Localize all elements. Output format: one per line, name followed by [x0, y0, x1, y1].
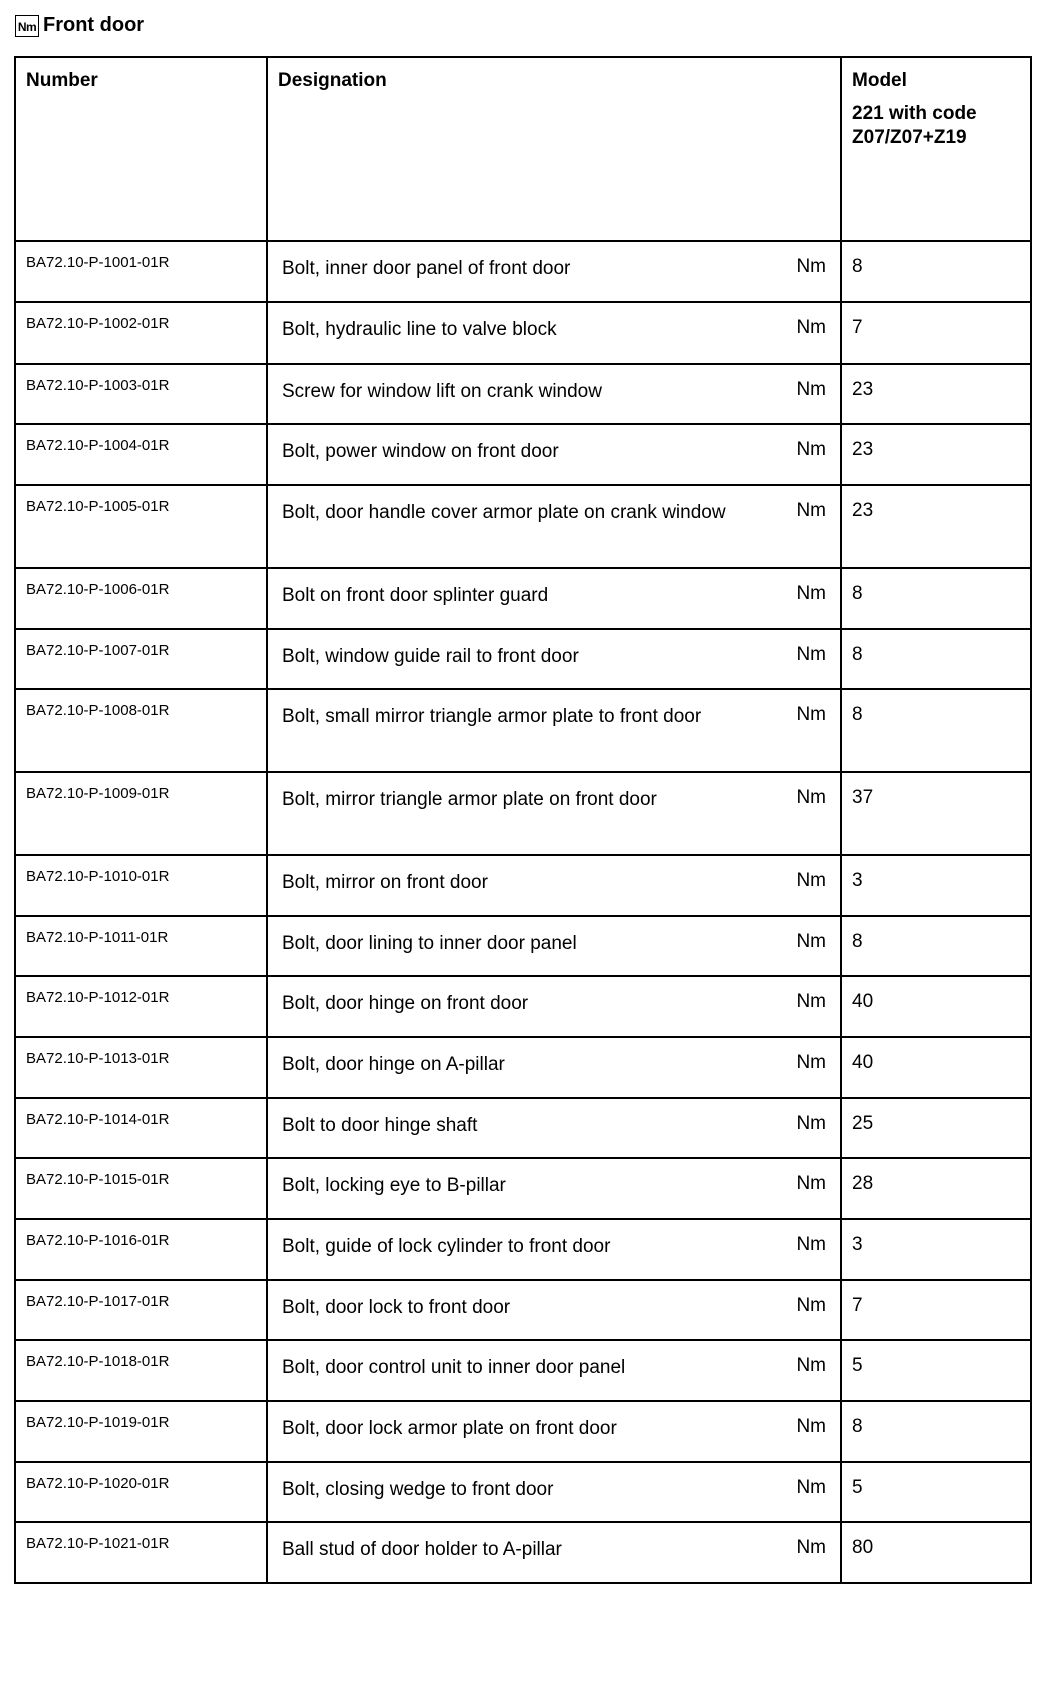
- section-title: Front door: [43, 14, 145, 36]
- row-value: 8: [841, 241, 1031, 302]
- row-number: BA72.10-P-1007-01R: [15, 629, 267, 689]
- row-unit: Nm: [781, 855, 841, 916]
- row-unit: Nm: [781, 302, 841, 364]
- row-unit: Nm: [781, 1401, 841, 1462]
- row-designation: Bolt, door hinge on A-pillar: [267, 1037, 781, 1098]
- row-number: BA72.10-P-1019-01R: [15, 1401, 267, 1462]
- row-designation: Bolt, door lock to front door: [267, 1280, 781, 1340]
- row-number: BA72.10-P-1006-01R: [15, 568, 267, 629]
- row-designation: Bolt, door control unit to inner door panel: [267, 1340, 781, 1401]
- row-unit: Nm: [781, 772, 841, 855]
- table-row: [15, 1098, 1031, 1158]
- row-number: BA72.10-P-1018-01R: [15, 1340, 267, 1401]
- table-row: [15, 568, 1031, 629]
- row-unit: Nm: [781, 1158, 841, 1219]
- row-number: BA72.10-P-1011-01R: [15, 916, 267, 976]
- row-designation: Bolt, window guide rail to front door: [267, 629, 781, 689]
- table-row: [15, 302, 1031, 364]
- table-row: [15, 629, 1031, 689]
- table-row: [15, 364, 1031, 424]
- row-value: 8: [841, 689, 1031, 772]
- table-row: [15, 976, 1031, 1037]
- row-unit: Nm: [781, 916, 841, 976]
- torque-nm-icon: Nm: [15, 15, 39, 37]
- table-header-row: [15, 57, 1031, 241]
- row-number: BA72.10-P-1002-01R: [15, 302, 267, 364]
- header-number: Number: [15, 57, 267, 241]
- row-value: 8: [841, 568, 1031, 629]
- row-number: BA72.10-P-1015-01R: [15, 1158, 267, 1219]
- row-value: 7: [841, 1280, 1031, 1340]
- table-row: [15, 424, 1031, 485]
- row-designation: Ball stud of door holder to A-pillar: [267, 1522, 781, 1583]
- model-code-line1: 221 with code: [852, 103, 977, 124]
- row-unit: Nm: [781, 689, 841, 772]
- row-number: BA72.10-P-1005-01R: [15, 485, 267, 568]
- row-number: BA72.10-P-1010-01R: [15, 855, 267, 916]
- row-value: 80: [841, 1522, 1031, 1583]
- table-row: [15, 1462, 1031, 1522]
- row-unit: Nm: [781, 1280, 841, 1340]
- row-value: 23: [841, 485, 1031, 568]
- row-unit: Nm: [781, 1098, 841, 1158]
- row-value: 3: [841, 855, 1031, 916]
- model-label: Model: [852, 70, 907, 91]
- table-row: [15, 1280, 1031, 1340]
- row-designation: Bolt, locking eye to B-pillar: [267, 1158, 781, 1219]
- row-value: 23: [841, 364, 1031, 424]
- table-row: [15, 916, 1031, 976]
- table-row: [15, 772, 1031, 855]
- row-unit: Nm: [781, 241, 841, 302]
- row-number: BA72.10-P-1021-01R: [15, 1522, 267, 1583]
- row-number: BA72.10-P-1014-01R: [15, 1098, 267, 1158]
- row-unit: Nm: [781, 1340, 841, 1401]
- table-row: [15, 1158, 1031, 1219]
- row-number: BA72.10-P-1001-01R: [15, 241, 267, 302]
- row-number: BA72.10-P-1017-01R: [15, 1280, 267, 1340]
- row-number: BA72.10-P-1004-01R: [15, 424, 267, 485]
- row-designation: Screw for window lift on crank window: [267, 364, 781, 424]
- table-row: [15, 1037, 1031, 1098]
- row-number: BA72.10-P-1008-01R: [15, 689, 267, 772]
- table-row: [15, 1219, 1031, 1280]
- table-row: [15, 689, 1031, 772]
- row-designation: Bolt, hydraulic line to valve block: [267, 302, 781, 364]
- row-number: BA72.10-P-1003-01R: [15, 364, 267, 424]
- row-value: 3: [841, 1219, 1031, 1280]
- row-designation: Bolt, guide of lock cylinder to front door: [267, 1219, 781, 1280]
- row-value: 8: [841, 1401, 1031, 1462]
- row-unit: Nm: [781, 364, 841, 424]
- row-designation: Bolt, door hinge on front door: [267, 976, 781, 1037]
- row-value: 8: [841, 916, 1031, 976]
- row-designation: Bolt on front door splinter guard: [267, 568, 781, 629]
- row-unit: Nm: [781, 485, 841, 568]
- row-value: 7: [841, 302, 1031, 364]
- row-unit: Nm: [781, 1522, 841, 1583]
- row-value: 5: [841, 1462, 1031, 1522]
- row-designation: Bolt, power window on front door: [267, 424, 781, 485]
- row-designation: Bolt, door lining to inner door panel: [267, 916, 781, 976]
- table-row: [15, 485, 1031, 568]
- row-unit: Nm: [781, 1219, 841, 1280]
- row-value: 5: [841, 1340, 1031, 1401]
- table-row: [15, 1522, 1031, 1583]
- row-unit: Nm: [781, 568, 841, 629]
- section-header: [15, 14, 144, 37]
- row-designation: Bolt, small mirror triangle armor plate to front door: [267, 689, 781, 772]
- row-designation: Bolt, mirror on front door: [267, 855, 781, 916]
- row-unit: Nm: [781, 976, 841, 1037]
- row-unit: Nm: [781, 629, 841, 689]
- torque-table: [14, 56, 1032, 1584]
- row-unit: Nm: [781, 424, 841, 485]
- header-designation: Designation: [267, 57, 841, 241]
- row-designation: Bolt, inner door panel of front door: [267, 241, 781, 302]
- row-designation: Bolt, door lock armor plate on front door: [267, 1401, 781, 1462]
- row-designation: Bolt, door handle cover armor plate on crank window: [267, 485, 781, 568]
- model-code-line2: Z07/Z07+Z19: [852, 127, 967, 148]
- row-number: BA72.10-P-1009-01R: [15, 772, 267, 855]
- row-value: 40: [841, 1037, 1031, 1098]
- row-designation: Bolt, closing wedge to front door: [267, 1462, 781, 1522]
- header-model: [841, 57, 1031, 241]
- row-unit: Nm: [781, 1037, 841, 1098]
- table-row: [15, 1401, 1031, 1462]
- row-number: BA72.10-P-1013-01R: [15, 1037, 267, 1098]
- row-value: 8: [841, 629, 1031, 689]
- row-value: 23: [841, 424, 1031, 485]
- row-number: BA72.10-P-1020-01R: [15, 1462, 267, 1522]
- row-value: 28: [841, 1158, 1031, 1219]
- row-unit: Nm: [781, 1462, 841, 1522]
- row-value: 25: [841, 1098, 1031, 1158]
- table-row: [15, 241, 1031, 302]
- row-value: 37: [841, 772, 1031, 855]
- row-number: BA72.10-P-1012-01R: [15, 976, 267, 1037]
- table-row: [15, 1340, 1031, 1401]
- row-value: 40: [841, 976, 1031, 1037]
- row-designation: Bolt to door hinge shaft: [267, 1098, 781, 1158]
- row-designation: Bolt, mirror triangle armor plate on front door: [267, 772, 781, 855]
- row-number: BA72.10-P-1016-01R: [15, 1219, 267, 1280]
- table-row: [15, 855, 1031, 916]
